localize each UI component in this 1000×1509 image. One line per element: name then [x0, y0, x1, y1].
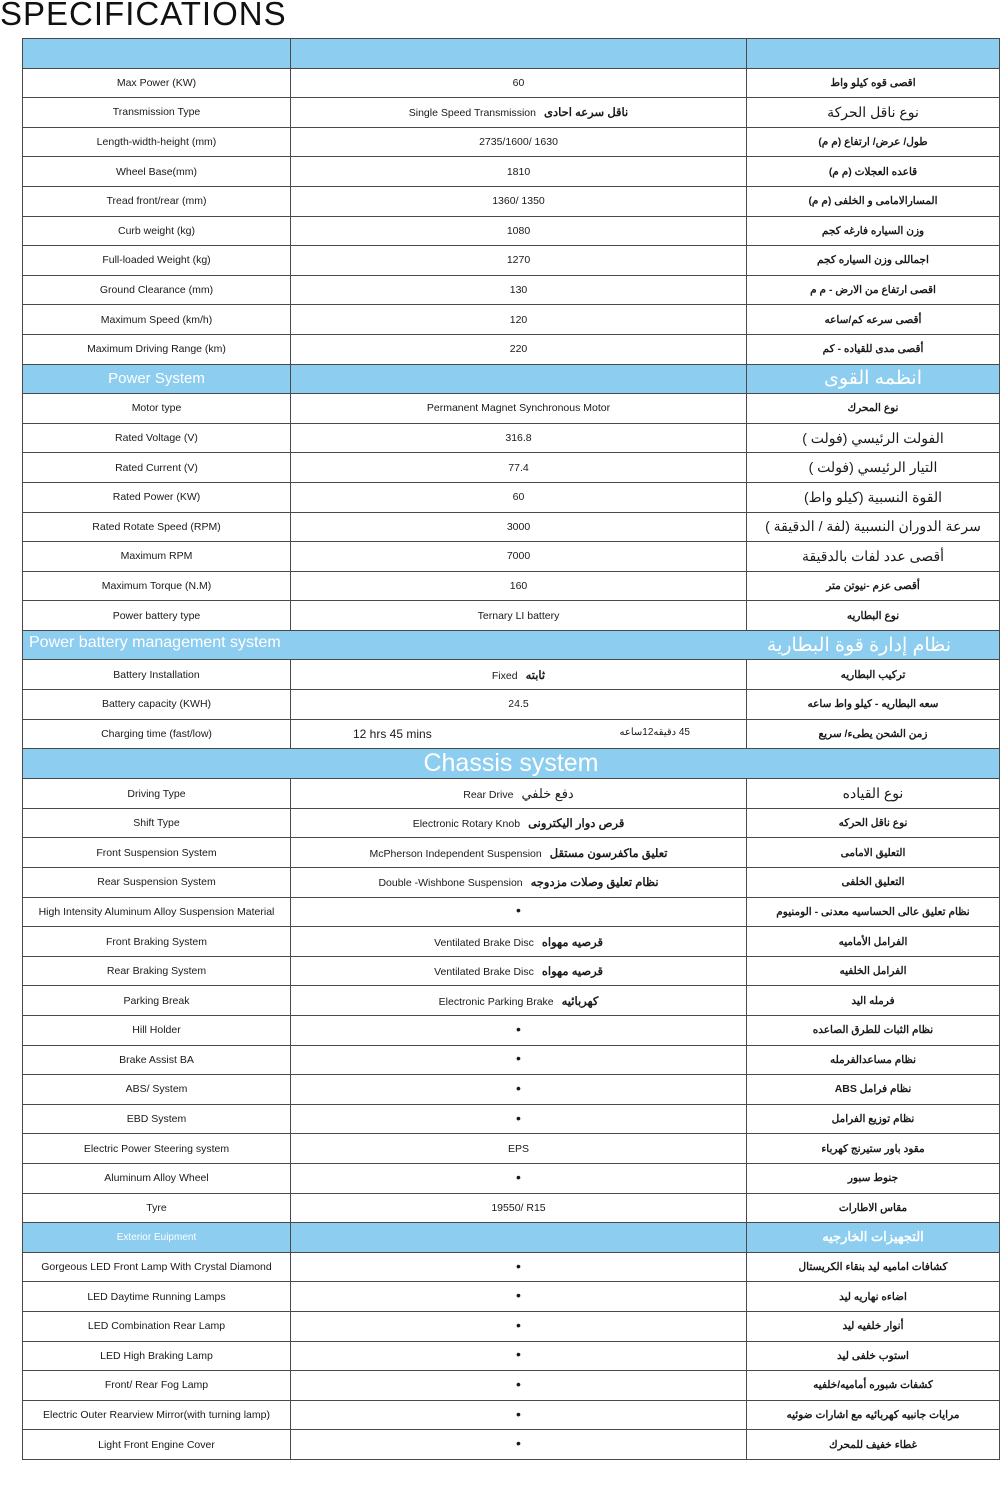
spec-value-text: •	[516, 1079, 521, 1096]
spec-label-english: Tyre	[23, 1193, 291, 1223]
spec-label-arabic: اقصى قوه كيلو واط	[747, 68, 1000, 98]
spec-value-text: Fixed	[491, 669, 518, 682]
spec-value-text: 1270	[506, 254, 531, 267]
spec-label-english: Tread front/rear (mm)	[23, 186, 291, 216]
spec-value	[291, 334, 747, 364]
spec-label-arabic: نوع البطاريه	[747, 601, 1000, 631]
spec-value-text: 160	[509, 579, 528, 592]
spec-label-arabic: كشافات اماميه ليد بنقاء الكريستال	[747, 1252, 1000, 1282]
section-header-power-system-arabic: انظمه القوى	[747, 364, 1000, 394]
spec-value-text: •	[516, 902, 521, 919]
section-header-power-system	[23, 364, 1000, 394]
spec-label-english: LED High Braking Lamp	[23, 1341, 291, 1371]
spec-value-arabic: قرص دوار اليكترونى	[528, 818, 625, 831]
spec-value-text: 1080	[506, 224, 531, 237]
spec-row	[23, 868, 1000, 898]
spec-value	[291, 1163, 747, 1193]
spec-value	[291, 98, 747, 128]
spec-label-arabic: غطاء خفيف للمحرك	[747, 1430, 1000, 1460]
section-header-chassis-system	[23, 749, 1000, 779]
spec-row	[23, 986, 1000, 1016]
spec-label-english: Wheel Base(mm)	[23, 157, 291, 187]
spec-value-text: Permanent Magnet Synchronous Motor	[426, 402, 611, 415]
spec-value-text: Electronic Parking Brake	[438, 995, 554, 1008]
spec-row	[23, 1341, 1000, 1371]
spec-label-arabic: زمن الشحن يطىء/ سريع	[747, 719, 1000, 749]
spec-row	[23, 1104, 1000, 1134]
spec-label-arabic: التعليق الامامى	[747, 838, 1000, 868]
spec-value	[291, 601, 747, 631]
spec-label-english: Maximum Torque (N.M)	[23, 571, 291, 601]
spec-label-arabic: نظام تعليق عالى الحساسيه معدنى - الومنيوم	[747, 897, 1000, 927]
spec-value-arabic: نظام تعليق وصلات مزدوجه	[530, 877, 659, 890]
spec-label-arabic: التعليق الخلفى	[747, 868, 1000, 898]
spec-row	[23, 127, 1000, 157]
spec-value	[291, 1016, 747, 1046]
spec-value-text: 120	[509, 313, 528, 326]
spec-label-arabic: جنوط سبور	[747, 1163, 1000, 1193]
section-header-power-system-english: Power System	[23, 364, 291, 394]
spec-label-arabic: التيار الرئيسي (فولت )	[747, 453, 1000, 483]
spec-row	[23, 1075, 1000, 1105]
spec-value-text: 19550/ R15	[491, 1201, 546, 1214]
spec-row	[23, 542, 1000, 572]
spec-row	[23, 246, 1000, 276]
spec-row	[23, 690, 1000, 720]
spec-label-arabic: مقود باور ستيرنج كهرباء	[747, 1134, 1000, 1164]
spec-value	[291, 1045, 747, 1075]
spec-row	[23, 897, 1000, 927]
spec-label-english: ABS/ System	[23, 1075, 291, 1105]
spec-row	[23, 482, 1000, 512]
header-cell-value	[291, 39, 747, 69]
spec-label-english: Rear Suspension System	[23, 868, 291, 898]
spec-label-arabic: الفرامل الخلفيه	[747, 956, 1000, 986]
spec-row	[23, 334, 1000, 364]
spec-label-english: Maximum Driving Range (km)	[23, 334, 291, 364]
spec-value-text: •	[516, 1168, 521, 1185]
spec-label-english: Rear Braking System	[23, 956, 291, 986]
spec-row	[23, 1282, 1000, 1312]
spec-row	[23, 1163, 1000, 1193]
chassis-system-title: Chassis system	[23, 749, 1000, 779]
spec-label-arabic: نظام فرامل ABS	[747, 1075, 1000, 1105]
spec-value-text: 1810	[506, 165, 531, 178]
spec-value-text: •	[516, 1405, 521, 1422]
spec-label-english: Gorgeous LED Front Lamp With Crystal Diamond	[23, 1252, 291, 1282]
page-title: SPECIFICATIONS	[0, 0, 287, 32]
spec-value	[291, 542, 747, 572]
spec-label-english: Front Braking System	[23, 927, 291, 957]
spec-value	[291, 927, 747, 957]
header-cell-english	[23, 39, 291, 69]
spec-label-english: Light Front Engine Cover	[23, 1430, 291, 1460]
spec-value	[291, 779, 747, 809]
spec-label-english: Electric Power Steering system	[23, 1134, 291, 1164]
spec-value-text: •	[516, 1109, 521, 1126]
battery-management-arabic: نظام إدارة قوة البطارية	[766, 634, 951, 656]
spec-label-english: LED Combination Rear Lamp	[23, 1311, 291, 1341]
battery-management-cell	[23, 630, 1000, 660]
spec-label-arabic: وزن السياره فارغه كجم	[747, 216, 1000, 246]
spec-value	[291, 275, 747, 305]
spec-value	[291, 305, 747, 335]
spec-row	[23, 1430, 1000, 1460]
spec-label-arabic: نظام الثبات للطرق الصاعده	[747, 1016, 1000, 1046]
spec-value-text: Electronic Rotary Knob	[412, 818, 521, 831]
spec-row	[23, 305, 1000, 335]
spec-label-english: Driving Type	[23, 779, 291, 809]
spec-value-text: 60	[512, 76, 525, 89]
spec-value	[291, 897, 747, 927]
spec-value	[291, 719, 747, 749]
spec-value	[291, 1311, 747, 1341]
spec-label-arabic: أقصى عزم -نيوتن متر	[747, 571, 1000, 601]
spec-row	[23, 216, 1000, 246]
spec-value	[291, 68, 747, 98]
spec-value-text: 77.4	[508, 461, 529, 474]
spec-label-arabic: فرمله اليد	[747, 986, 1000, 1016]
spec-label-arabic: سرعة الدوران النسبية (لفة / الدقيقة )	[747, 512, 1000, 542]
spec-row	[23, 68, 1000, 98]
spec-label-arabic: تركيب البطاريه	[747, 660, 1000, 690]
spec-label-english: Rated Power (KW)	[23, 482, 291, 512]
spec-label-english: LED Daytime Running Lamps	[23, 1282, 291, 1312]
spec-row	[23, 275, 1000, 305]
spec-label-arabic: طول/ عرض/ ارتفاع (م م)	[747, 127, 1000, 157]
header-cell-arabic	[747, 39, 1000, 69]
spec-label-arabic: نظام مساعدالفرمله	[747, 1045, 1000, 1075]
spec-value	[291, 1075, 747, 1105]
table-header-row	[23, 39, 1000, 69]
spec-row-charging-time	[23, 719, 1000, 749]
spec-row	[23, 1193, 1000, 1223]
charging-values	[297, 727, 740, 741]
spec-label-english: Length-width-height (mm)	[23, 127, 291, 157]
spec-value	[291, 1341, 747, 1371]
spec-label-english: Full-loaded Weight (kg)	[23, 246, 291, 276]
spec-value-text: McPherson Independent Suspension	[369, 847, 542, 860]
spec-value	[291, 186, 747, 216]
spec-label-arabic: القوة النسبية (كيلو واط)	[747, 482, 1000, 512]
spec-row	[23, 1045, 1000, 1075]
spec-label-english: Max Power (KW)	[23, 68, 291, 98]
spec-label-english: High Intensity Aluminum Alloy Suspension Material	[23, 897, 291, 927]
spec-value	[291, 423, 747, 453]
spec-value	[291, 127, 747, 157]
spec-value-text: •	[516, 1346, 521, 1363]
section-header-exterior-equipment-empty	[291, 1223, 747, 1253]
spec-row	[23, 571, 1000, 601]
spec-label-english: Aluminum Alloy Wheel	[23, 1163, 291, 1193]
spec-value-text: 316.8	[505, 432, 532, 445]
spec-row	[23, 838, 1000, 868]
spec-label-english: Maximum Speed (km/h)	[23, 305, 291, 335]
spec-value	[291, 690, 747, 720]
spec-value-text: •	[516, 1287, 521, 1304]
spec-value	[291, 453, 747, 483]
spec-value-arabic: تعليق ماكفرسون مستقل	[549, 847, 668, 860]
spec-label-english: Maximum RPM	[23, 542, 291, 572]
spec-row	[23, 157, 1000, 187]
spec-row	[23, 660, 1000, 690]
spec-label-arabic: نوع ناقل الحركه	[747, 808, 1000, 838]
spec-value	[291, 157, 747, 187]
spec-value	[291, 512, 747, 542]
specifications-table	[22, 38, 1000, 1460]
spec-value-text: 60	[512, 491, 525, 504]
spec-label-english: Front Suspension System	[23, 838, 291, 868]
spec-value-text: •	[516, 1257, 521, 1274]
spec-value	[291, 571, 747, 601]
spec-label-english: Curb weight (kg)	[23, 216, 291, 246]
spec-label-arabic: كشفات شبوره أماميه/خلفيه	[747, 1371, 1000, 1401]
spec-row	[23, 927, 1000, 957]
spec-value-text: Ventilated Brake Disc	[434, 966, 534, 979]
spec-value-text: Single Speed Transmission	[408, 107, 536, 120]
spec-label-english: Motor type	[23, 394, 291, 424]
spec-row	[23, 779, 1000, 809]
spec-row	[23, 512, 1000, 542]
section-header-exterior-equipment-english: Exterior Euipment	[23, 1223, 291, 1253]
spec-label-english: Battery capacity (KWH)	[23, 690, 291, 720]
spec-value-arabic: قرصيه مهواه	[541, 936, 603, 949]
spec-row	[23, 808, 1000, 838]
spec-value	[291, 660, 747, 690]
spec-value	[291, 216, 747, 246]
section-header-power-system-empty	[291, 364, 747, 394]
spec-label-arabic: أقصى مدى للقياده - كم	[747, 334, 1000, 364]
spec-label-english: Rated Current (V)	[23, 453, 291, 483]
spec-value	[291, 1252, 747, 1282]
spec-value-arabic: قرصيه مهواه	[541, 966, 603, 979]
spec-value-text: 7000	[506, 550, 531, 563]
spec-label-arabic: الفولت الرئيسي (فولت )	[747, 423, 1000, 453]
spec-label-english: Hill Holder	[23, 1016, 291, 1046]
spec-row	[23, 1400, 1000, 1430]
spec-value	[291, 1430, 747, 1460]
spec-value-arabic: ثابته	[525, 669, 546, 682]
spec-value-text: •	[516, 1435, 521, 1452]
spec-row	[23, 956, 1000, 986]
spec-label-english: Shift Type	[23, 808, 291, 838]
spec-value-text: 3000	[506, 520, 531, 533]
spec-row	[23, 601, 1000, 631]
spec-label-arabic: الفرامل الأماميه	[747, 927, 1000, 957]
spec-row	[23, 186, 1000, 216]
section-header-exterior-equipment	[23, 1223, 1000, 1253]
spec-label-english: Rated Rotate Speed (RPM)	[23, 512, 291, 542]
spec-value	[291, 1400, 747, 1430]
spec-value	[291, 246, 747, 276]
spec-label-arabic: نظام توزيع الفرامل	[747, 1104, 1000, 1134]
spec-label-english: Front/ Rear Fog Lamp	[23, 1371, 291, 1401]
spec-label-arabic: قاعده العجلات (م م)	[747, 157, 1000, 187]
spec-value	[291, 1134, 747, 1164]
spec-label-english: Brake Assist BA	[23, 1045, 291, 1075]
spec-label-arabic: اجماللى وزن السياره كجم	[747, 246, 1000, 276]
spec-label-english: Ground Clearance (mm)	[23, 275, 291, 305]
spec-row	[23, 423, 1000, 453]
spec-label-arabic: اقصى ارتفاع من الارض - م م	[747, 275, 1000, 305]
spec-value	[291, 1371, 747, 1401]
spec-value-text: •	[516, 1316, 521, 1333]
spec-value-arabic: كهربائيه	[561, 995, 599, 1008]
spec-value	[291, 986, 747, 1016]
spec-value	[291, 808, 747, 838]
spec-value-arabic: دفع خلفي	[521, 785, 574, 801]
spec-row	[23, 1134, 1000, 1164]
spec-label-arabic: المسارالامامى و الخلفى (م م)	[747, 186, 1000, 216]
spec-value-text: Ternary LI battery	[477, 609, 560, 622]
charging-value-english: 12 hrs 45 mins	[353, 726, 432, 741]
section-header-battery-management	[23, 630, 1000, 660]
spec-value-text: 1360/ 1350	[492, 195, 545, 208]
spec-value-text: Rear Drive	[463, 788, 514, 801]
spec-label-arabic: نوع المحرك	[747, 394, 1000, 424]
spec-label-english: Battery Installation	[23, 660, 291, 690]
spec-row	[23, 1016, 1000, 1046]
spec-value	[291, 868, 747, 898]
spec-value	[291, 394, 747, 424]
spec-label-arabic: مرايات جانبيه كهربائيه مع اشارات ضوئيه	[747, 1400, 1000, 1430]
spec-label-arabic: مقاس الاطارات	[747, 1193, 1000, 1223]
spec-label-arabic: اضاءه نهاريه ليد	[747, 1282, 1000, 1312]
spec-value-text: •	[516, 1050, 521, 1067]
spec-value-text: 130	[509, 284, 528, 297]
battery-management-english: Power battery management system	[29, 633, 281, 651]
spec-value-text: Double -Wishbone Suspension	[378, 877, 523, 890]
spec-value-text: EPS	[507, 1142, 529, 1155]
spec-label-arabic: أقصى سرعه كم/ساعه	[747, 305, 1000, 335]
spec-label-arabic: نوع القياده	[747, 779, 1000, 809]
spec-value	[291, 482, 747, 512]
spec-value-text: •	[516, 1375, 521, 1392]
spec-row	[23, 453, 1000, 483]
spec-label-english: EBD System	[23, 1104, 291, 1134]
spec-value	[291, 1193, 747, 1223]
spec-value	[291, 956, 747, 986]
spec-label-arabic: أنوار خلفيه ليد	[747, 1311, 1000, 1341]
specifications-table-body	[23, 39, 1000, 1460]
spec-label-arabic: استوب خلفى ليد	[747, 1341, 1000, 1371]
spec-value-arabic: ناقل سرعه احادى	[544, 107, 629, 120]
section-header-exterior-equipment-arabic: التجهيزات الخارجيه	[747, 1223, 1000, 1253]
spec-value-text: 2735/1600/ 1630	[479, 136, 558, 149]
spec-label-english: Charging time (fast/low)	[23, 719, 291, 749]
spec-label-arabic: أقصى عدد لفات بالدقيقة	[747, 542, 1000, 572]
spec-value-text: 220	[509, 343, 528, 356]
charging-value-arabic: 45 دقيقه12ساعه	[619, 726, 690, 738]
spec-value	[291, 838, 747, 868]
spec-label-english: Parking Break	[23, 986, 291, 1016]
spec-value-text: Ventilated Brake Disc	[434, 936, 534, 949]
spec-label-english: Transmission Type	[23, 98, 291, 128]
spec-value-text: •	[516, 1020, 521, 1037]
spec-value	[291, 1104, 747, 1134]
spec-row	[23, 1311, 1000, 1341]
spec-label-english: Power battery type	[23, 601, 291, 631]
spec-row	[23, 1252, 1000, 1282]
spec-value	[291, 1282, 747, 1312]
spec-value-text: 24.5	[508, 698, 529, 711]
spec-row	[23, 98, 1000, 128]
spec-label-arabic: سعه البطاريه - كيلو واط ساعه	[747, 690, 1000, 720]
spec-row	[23, 1371, 1000, 1401]
spec-label-arabic: نوع ناقل الحركة	[747, 98, 1000, 128]
spec-label-english: Rated Voltage (V)	[23, 423, 291, 453]
spec-label-english: Electric Outer Rearview Mirror(with turning lamp)	[23, 1400, 291, 1430]
spec-row	[23, 394, 1000, 424]
